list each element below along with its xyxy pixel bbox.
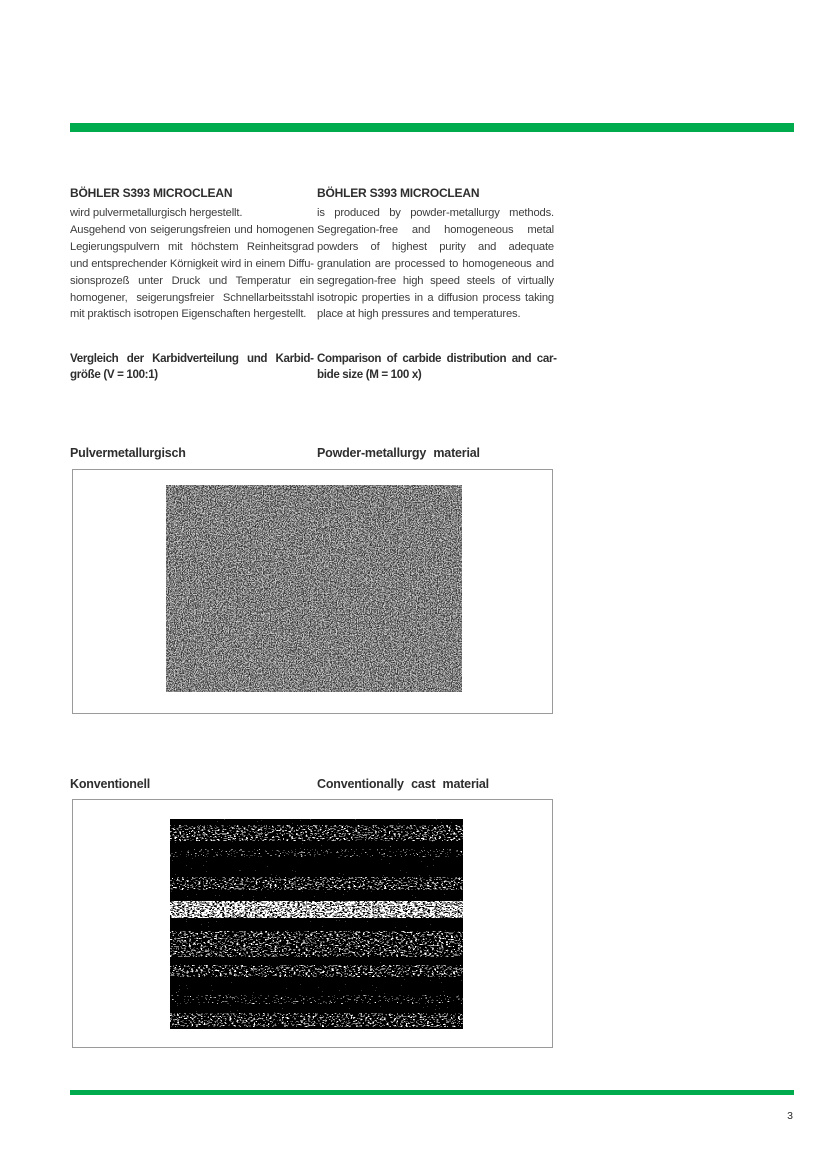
intro-column-english xyxy=(317,186,554,323)
figure2-label-english: Conventionally cast material xyxy=(317,777,489,791)
comparison-heading-german: Vergleich der Karbidverteilung und Karbidgröße (V = 100:1) xyxy=(70,352,314,381)
figure1-label-german: Pulvermetallurgisch xyxy=(70,446,186,460)
powder-micrograph-image xyxy=(166,485,462,692)
intro-column-german xyxy=(70,186,314,323)
top-accent-bar xyxy=(70,123,794,132)
intro-title-english: BÖHLER S393 MICROCLEAN xyxy=(317,186,480,200)
figure2-frame xyxy=(72,799,553,1048)
intro-title-german: BÖHLER S393 MICROCLEAN xyxy=(70,186,233,200)
comparison-heading-german-wrap xyxy=(70,351,314,383)
bottom-accent-bar xyxy=(70,1090,794,1095)
figure2-label-german: Konventionell xyxy=(70,777,151,791)
intro-lead-german: wird pulvermetallurgisch hergestellt. xyxy=(70,207,243,219)
comparison-heading-english: Comparison of carbide distribution and carbide size (M = 100 x) xyxy=(317,352,557,381)
intro-body-english: is produced by powder-metallurgy methods. Segregation-free and homogeneous metal powders of highest purity and adequate granulation are processed to homogeneous and segregation-free high speed steels of virtually isotropic properties in a diffusion process taking place at high pressures and temperatures. xyxy=(317,207,554,321)
figure1-frame xyxy=(72,469,553,714)
cast-micrograph-image xyxy=(170,819,463,1029)
page-number: 3 xyxy=(787,1110,793,1122)
comparison-heading-english-wrap xyxy=(317,351,557,383)
intro-body-german: Ausgehend von seigerungsfreien und homogenen Legierungspulvern mit höchstem Reinheitsgrad und entsprechender Körnigkeit wird in einem Diffusionsprozeß unter Druck und Temperatur ein homogener, seigerungsfreier Schnellarbeitsstahl mit praktisch isotropen Eigenschaften hergestellt. xyxy=(70,223,314,321)
figure1-label-english: Powder-metallurgy material xyxy=(317,446,480,460)
